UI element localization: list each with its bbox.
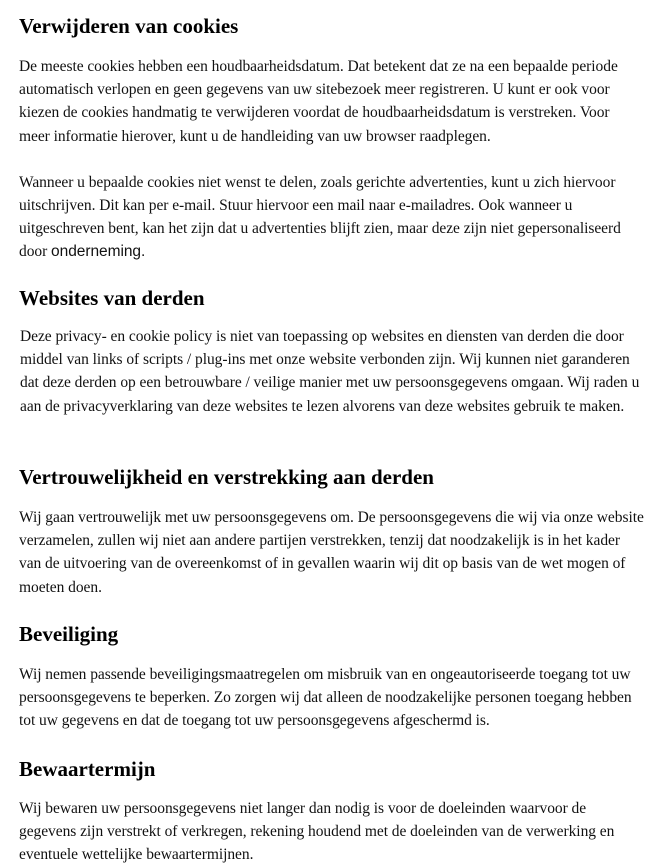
section-paragraph [19,171,644,264]
section-cookies-removal [19,14,644,264]
paragraph-text: Wanneer u bepaalde cookies niet wenst te delen, zoals gerichte advertenties, kunt u zich hiervoor uitschrijven. Dit kan per e-mail. Stuur hiervoor een mail naar e-mailadres. Ook wanneer u uitgeschreven bent, kan het zijn dat u advertenties blijft zien, maar deze zijn niet gepersonaliseerd door [19,173,621,261]
section-heading: Vertrouwelijkheid en verstrekking aan derden [19,465,434,489]
section-heading: Beveiliging [19,622,119,646]
section-paragraph: De meeste cookies hebben een houdbaarheidsdatum. Dat betekent dat ze na een bepaalde periode automatisch verlopen en geen gegevens van uw sitebezoek meer registreren. U kunt er ook voor kiezen de cookies handmatig te verwijderen voordat de houdbaarheidsdatum is verstreken. Voor meer informatie hierover, kunt u de handleiding van uw browser raadplegen. [19,58,618,145]
section-paragraph: Deze privacy- en cookie policy is niet van toepassing op websites en diensten van derden die door middel van links of scripts / plug-ins met onze website verbonden zijn. Wij kunnen niet garanderen dat deze derden op een betrouwbare / veilige manier met uw persoonsgegevens omgaan. Wij raden u aan de privacyverklaring van deze websites te lezen alvorens van deze websites gebruik te maken. [20,328,640,415]
section-paragraph: Wij gaan vertrouwelijk met uw persoonsgegevens om. De persoonsgegevens die wij via onze website verzamelen, zullen wij niet aan andere partijen verstrekken, tenzij dat noodzakelijk is in het kader van de uitvoering van de overeenkomst of in gevallen waarin wij dit op basis van de wet mogen of moeten doen. [19,509,644,596]
section-third-party-websites [19,286,644,418]
section-paragraph: Wij nemen passende beveiligingsmaatregelen om misbruik van en ongeautoriseerde toegang tot uw persoonsgegevens te beperken. Zo zorgen wij dat alleen de noodzakelijke personen toegang hebben tot uw gegevens en dat de toegang tot uw persoonsgegevens afgeschermd is. [19,666,632,730]
section-heading: Websites van derden [19,286,205,310]
section-heading: Verwijderen van cookies [19,14,239,38]
section-security [19,622,644,733]
section-retention [19,757,644,867]
section-confidentiality [19,465,644,599]
section-paragraph: Wij bewaren uw persoonsgegevens niet langer dan nodig is voor de doeleinden waarvoor de gegevens zijn verstrekt of verkregen, rekening houdend met de doeleinden van de verwerking en eventuele wettelijke bewaartermijnen. [19,800,615,864]
section-heading: Bewaartermijn [19,757,156,781]
company-placeholder-text: onderneming. [51,243,146,261]
